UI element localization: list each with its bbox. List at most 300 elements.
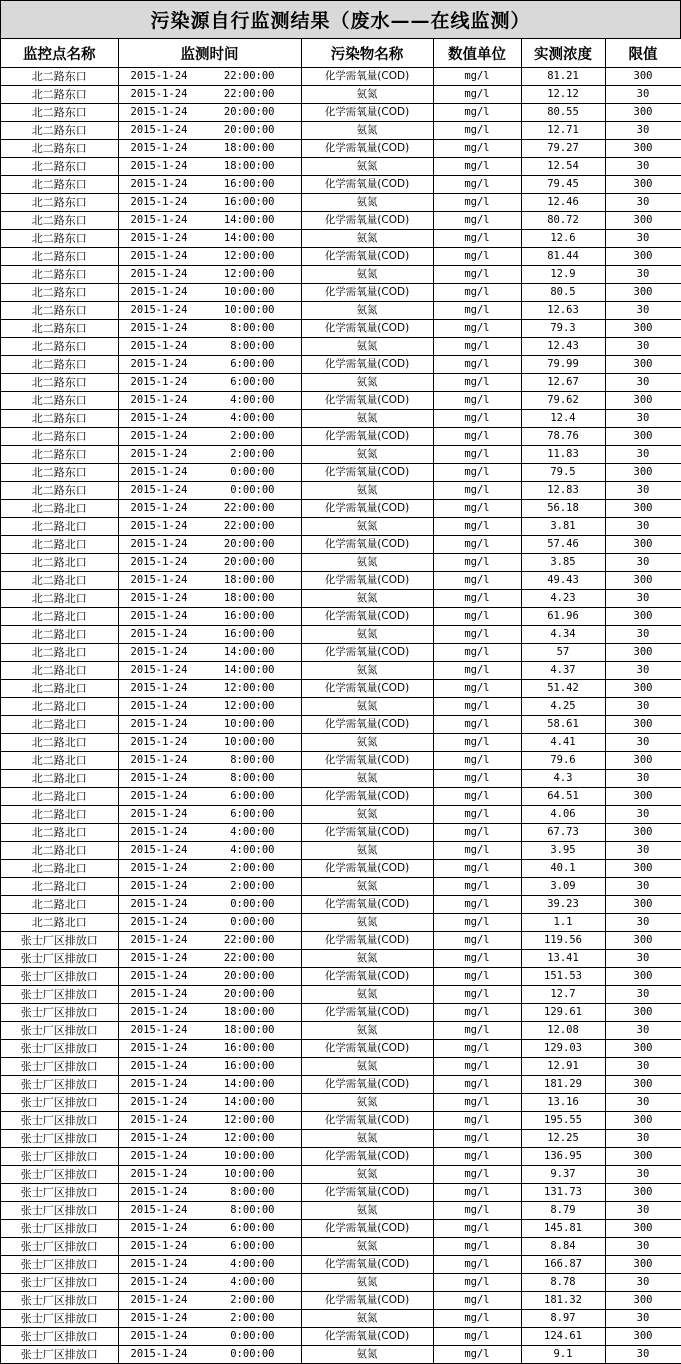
cell-limit[interactable]: 300: [605, 824, 681, 842]
cell-time[interactable]: [118, 572, 301, 590]
cell-time[interactable]: [118, 914, 301, 932]
cell-pollutant[interactable]: 化学需氧量(COD): [301, 1256, 433, 1274]
cell-limit[interactable]: 300: [605, 1076, 681, 1094]
cell-concentration[interactable]: 8.78: [521, 1274, 605, 1292]
cell-concentration[interactable]: 67.73: [521, 824, 605, 842]
cell-pollutant[interactable]: 氨氮: [301, 1238, 433, 1256]
header-unit[interactable]: 数值单位: [433, 39, 521, 68]
cell-pollutant[interactable]: 氨氮: [301, 1346, 433, 1364]
cell-unit[interactable]: mg/l: [433, 86, 521, 104]
cell-time[interactable]: [118, 86, 301, 104]
cell-concentration[interactable]: 12.83: [521, 482, 605, 500]
cell-concentration[interactable]: 12.46: [521, 194, 605, 212]
cell-site[interactable]: 张士厂区排放口: [1, 1238, 118, 1256]
cell-pollutant[interactable]: 氨氮: [301, 1274, 433, 1292]
cell-concentration[interactable]: 8.79: [521, 1202, 605, 1220]
cell-concentration[interactable]: 49.43: [521, 572, 605, 590]
cell-pollutant[interactable]: 氨氮: [301, 518, 433, 536]
cell-unit[interactable]: mg/l: [433, 770, 521, 788]
cell-site[interactable]: 张士厂区排放口: [1, 986, 118, 1004]
cell-site[interactable]: 北二路北口: [1, 518, 118, 536]
cell-limit[interactable]: 300: [605, 1184, 681, 1202]
cell-limit[interactable]: 300: [605, 104, 681, 122]
cell-site[interactable]: 北二路北口: [1, 896, 118, 914]
cell-pollutant[interactable]: 氨氮: [301, 1022, 433, 1040]
cell-unit[interactable]: mg/l: [433, 644, 521, 662]
cell-site[interactable]: 北二路东口: [1, 446, 118, 464]
cell-unit[interactable]: mg/l: [433, 1184, 521, 1202]
cell-concentration[interactable]: 13.16: [521, 1094, 605, 1112]
cell-unit[interactable]: mg/l: [433, 230, 521, 248]
cell-concentration[interactable]: 58.61: [521, 716, 605, 734]
cell-unit[interactable]: mg/l: [433, 176, 521, 194]
cell-time[interactable]: [118, 1202, 301, 1220]
cell-limit[interactable]: 30: [605, 122, 681, 140]
cell-limit[interactable]: 300: [605, 1112, 681, 1130]
cell-limit[interactable]: 300: [605, 644, 681, 662]
cell-unit[interactable]: mg/l: [433, 410, 521, 428]
cell-time[interactable]: [118, 428, 301, 446]
cell-limit[interactable]: 300: [605, 464, 681, 482]
cell-concentration[interactable]: 79.5: [521, 464, 605, 482]
cell-pollutant[interactable]: 化学需氧量(COD): [301, 1076, 433, 1094]
cell-time[interactable]: [118, 950, 301, 968]
cell-concentration[interactable]: 4.34: [521, 626, 605, 644]
cell-pollutant[interactable]: 化学需氧量(COD): [301, 824, 433, 842]
cell-pollutant[interactable]: 化学需氧量(COD): [301, 1292, 433, 1310]
cell-site[interactable]: 北二路北口: [1, 878, 118, 896]
cell-limit[interactable]: 300: [605, 248, 681, 266]
cell-site[interactable]: 张士厂区排放口: [1, 1292, 118, 1310]
cell-site[interactable]: 张士厂区排放口: [1, 1022, 118, 1040]
cell-concentration[interactable]: 4.3: [521, 770, 605, 788]
header-concentration[interactable]: 实测浓度: [521, 39, 605, 68]
cell-unit[interactable]: mg/l: [433, 950, 521, 968]
cell-limit[interactable]: 300: [605, 176, 681, 194]
cell-pollutant[interactable]: 化学需氧量(COD): [301, 1184, 433, 1202]
cell-pollutant[interactable]: 化学需氧量(COD): [301, 968, 433, 986]
cell-pollutant[interactable]: 氨氮: [301, 1310, 433, 1328]
cell-site[interactable]: 北二路北口: [1, 824, 118, 842]
cell-concentration[interactable]: 80.5: [521, 284, 605, 302]
cell-pollutant[interactable]: 化学需氧量(COD): [301, 860, 433, 878]
cell-site[interactable]: 张士厂区排放口: [1, 1346, 118, 1364]
cell-limit[interactable]: 300: [605, 140, 681, 158]
cell-unit[interactable]: mg/l: [433, 1220, 521, 1238]
cell-site[interactable]: 张士厂区排放口: [1, 1148, 118, 1166]
cell-site[interactable]: 北二路东口: [1, 266, 118, 284]
cell-pollutant[interactable]: 化学需氧量(COD): [301, 1148, 433, 1166]
cell-unit[interactable]: mg/l: [433, 914, 521, 932]
cell-limit[interactable]: 300: [605, 1040, 681, 1058]
cell-limit[interactable]: 300: [605, 500, 681, 518]
cell-limit[interactable]: 30: [605, 662, 681, 680]
cell-pollutant[interactable]: 氨氮: [301, 878, 433, 896]
cell-limit[interactable]: 30: [605, 1202, 681, 1220]
cell-time[interactable]: [118, 122, 301, 140]
cell-unit[interactable]: mg/l: [433, 140, 521, 158]
cell-time[interactable]: [118, 626, 301, 644]
cell-site[interactable]: 北二路东口: [1, 410, 118, 428]
cell-pollutant[interactable]: 化学需氧量(COD): [301, 140, 433, 158]
cell-limit[interactable]: 30: [605, 734, 681, 752]
cell-time[interactable]: [118, 284, 301, 302]
cell-limit[interactable]: 30: [605, 338, 681, 356]
cell-pollutant[interactable]: 化学需氧量(COD): [301, 716, 433, 734]
cell-limit[interactable]: 300: [605, 320, 681, 338]
cell-concentration[interactable]: 79.45: [521, 176, 605, 194]
cell-limit[interactable]: 30: [605, 302, 681, 320]
cell-site[interactable]: 北二路北口: [1, 536, 118, 554]
cell-concentration[interactable]: 12.9: [521, 266, 605, 284]
cell-concentration[interactable]: 56.18: [521, 500, 605, 518]
cell-limit[interactable]: 300: [605, 428, 681, 446]
cell-unit[interactable]: mg/l: [433, 626, 521, 644]
cell-unit[interactable]: mg/l: [433, 194, 521, 212]
cell-unit[interactable]: mg/l: [433, 158, 521, 176]
cell-unit[interactable]: mg/l: [433, 716, 521, 734]
cell-time[interactable]: [118, 752, 301, 770]
cell-unit[interactable]: mg/l: [433, 734, 521, 752]
cell-concentration[interactable]: 79.99: [521, 356, 605, 374]
cell-unit[interactable]: mg/l: [433, 1022, 521, 1040]
cell-time[interactable]: [118, 1076, 301, 1094]
cell-time[interactable]: [118, 1058, 301, 1076]
cell-concentration[interactable]: 12.08: [521, 1022, 605, 1040]
cell-site[interactable]: 北二路北口: [1, 698, 118, 716]
cell-concentration[interactable]: 12.63: [521, 302, 605, 320]
cell-concentration[interactable]: 131.73: [521, 1184, 605, 1202]
cell-limit[interactable]: 30: [605, 770, 681, 788]
cell-time[interactable]: [118, 266, 301, 284]
cell-time[interactable]: [118, 698, 301, 716]
cell-concentration[interactable]: 3.81: [521, 518, 605, 536]
cell-time[interactable]: [118, 878, 301, 896]
cell-pollutant[interactable]: 氨氮: [301, 806, 433, 824]
cell-limit[interactable]: 30: [605, 1346, 681, 1364]
cell-concentration[interactable]: 4.06: [521, 806, 605, 824]
cell-site[interactable]: 北二路东口: [1, 320, 118, 338]
cell-time[interactable]: [118, 986, 301, 1004]
cell-site[interactable]: 北二路北口: [1, 662, 118, 680]
cell-unit[interactable]: mg/l: [433, 842, 521, 860]
cell-pollutant[interactable]: 氨氮: [301, 1058, 433, 1076]
cell-site[interactable]: 张士厂区排放口: [1, 1184, 118, 1202]
cell-site[interactable]: 张士厂区排放口: [1, 1328, 118, 1346]
cell-site[interactable]: 北二路东口: [1, 230, 118, 248]
header-time[interactable]: 监测时间: [118, 39, 301, 68]
cell-time[interactable]: [118, 1292, 301, 1310]
cell-concentration[interactable]: 12.54: [521, 158, 605, 176]
cell-site[interactable]: 北二路东口: [1, 104, 118, 122]
cell-time[interactable]: [118, 104, 301, 122]
cell-site[interactable]: 张士厂区排放口: [1, 1310, 118, 1328]
cell-time[interactable]: [118, 1310, 301, 1328]
cell-site[interactable]: 北二路北口: [1, 734, 118, 752]
cell-concentration[interactable]: 3.85: [521, 554, 605, 572]
cell-pollutant[interactable]: 氨氮: [301, 1130, 433, 1148]
cell-site[interactable]: 北二路东口: [1, 482, 118, 500]
cell-limit[interactable]: 30: [605, 158, 681, 176]
cell-site[interactable]: 北二路北口: [1, 554, 118, 572]
cell-pollutant[interactable]: 氨氮: [301, 338, 433, 356]
cell-limit[interactable]: 300: [605, 356, 681, 374]
cell-unit[interactable]: mg/l: [433, 536, 521, 554]
cell-pollutant[interactable]: 化学需氧量(COD): [301, 500, 433, 518]
cell-pollutant[interactable]: 化学需氧量(COD): [301, 536, 433, 554]
cell-pollutant[interactable]: 化学需氧量(COD): [301, 1220, 433, 1238]
cell-site[interactable]: 北二路北口: [1, 752, 118, 770]
cell-pollutant[interactable]: 化学需氧量(COD): [301, 464, 433, 482]
cell-pollutant[interactable]: 化学需氧量(COD): [301, 320, 433, 338]
header-pollutant[interactable]: 污染物名称: [301, 39, 433, 68]
cell-time[interactable]: [118, 320, 301, 338]
cell-limit[interactable]: 30: [605, 1022, 681, 1040]
cell-concentration[interactable]: 3.09: [521, 878, 605, 896]
cell-unit[interactable]: mg/l: [433, 1238, 521, 1256]
cell-concentration[interactable]: 13.41: [521, 950, 605, 968]
cell-time[interactable]: [118, 536, 301, 554]
cell-time[interactable]: [118, 968, 301, 986]
cell-limit[interactable]: 30: [605, 410, 681, 428]
cell-time[interactable]: [118, 1148, 301, 1166]
cell-site[interactable]: 北二路东口: [1, 302, 118, 320]
cell-concentration[interactable]: 11.83: [521, 446, 605, 464]
cell-time[interactable]: [118, 230, 301, 248]
cell-unit[interactable]: mg/l: [433, 1130, 521, 1148]
cell-time[interactable]: [118, 1346, 301, 1364]
cell-limit[interactable]: 300: [605, 968, 681, 986]
cell-concentration[interactable]: 81.21: [521, 68, 605, 86]
cell-pollutant[interactable]: 氨氮: [301, 1166, 433, 1184]
cell-time[interactable]: [118, 212, 301, 230]
cell-concentration[interactable]: 4.41: [521, 734, 605, 752]
cell-limit[interactable]: 300: [605, 608, 681, 626]
cell-site[interactable]: 北二路东口: [1, 194, 118, 212]
cell-limit[interactable]: 30: [605, 266, 681, 284]
cell-site[interactable]: 张士厂区排放口: [1, 1166, 118, 1184]
cell-unit[interactable]: mg/l: [433, 1202, 521, 1220]
cell-time[interactable]: [118, 1256, 301, 1274]
cell-concentration[interactable]: 1.1: [521, 914, 605, 932]
cell-limit[interactable]: 30: [605, 1310, 681, 1328]
cell-pollutant[interactable]: 氨氮: [301, 194, 433, 212]
cell-limit[interactable]: 300: [605, 392, 681, 410]
cell-pollutant[interactable]: 化学需氧量(COD): [301, 1328, 433, 1346]
cell-site[interactable]: 北二路北口: [1, 842, 118, 860]
cell-site[interactable]: 北二路东口: [1, 68, 118, 86]
cell-pollutant[interactable]: 化学需氧量(COD): [301, 788, 433, 806]
cell-unit[interactable]: mg/l: [433, 1166, 521, 1184]
cell-time[interactable]: [118, 716, 301, 734]
cell-time[interactable]: [118, 158, 301, 176]
cell-pollutant[interactable]: 化学需氧量(COD): [301, 644, 433, 662]
cell-time[interactable]: [118, 1184, 301, 1202]
cell-site[interactable]: 张士厂区排放口: [1, 1004, 118, 1022]
cell-site[interactable]: 张士厂区排放口: [1, 950, 118, 968]
cell-limit[interactable]: 300: [605, 1256, 681, 1274]
cell-unit[interactable]: mg/l: [433, 1346, 521, 1364]
cell-unit[interactable]: mg/l: [433, 590, 521, 608]
cell-time[interactable]: [118, 1220, 301, 1238]
cell-limit[interactable]: 30: [605, 914, 681, 932]
cell-site[interactable]: 北二路北口: [1, 788, 118, 806]
cell-time[interactable]: [118, 1022, 301, 1040]
cell-unit[interactable]: mg/l: [433, 1094, 521, 1112]
cell-unit[interactable]: mg/l: [433, 554, 521, 572]
cell-concentration[interactable]: 81.44: [521, 248, 605, 266]
cell-pollutant[interactable]: 氨氮: [301, 698, 433, 716]
cell-concentration[interactable]: 78.76: [521, 428, 605, 446]
cell-limit[interactable]: 300: [605, 752, 681, 770]
cell-pollutant[interactable]: 氨氮: [301, 950, 433, 968]
cell-time[interactable]: [118, 680, 301, 698]
cell-concentration[interactable]: 8.97: [521, 1310, 605, 1328]
cell-pollutant[interactable]: 化学需氧量(COD): [301, 176, 433, 194]
cell-concentration[interactable]: 79.3: [521, 320, 605, 338]
cell-site[interactable]: 北二路东口: [1, 374, 118, 392]
cell-pollutant[interactable]: 化学需氧量(COD): [301, 104, 433, 122]
cell-limit[interactable]: 30: [605, 194, 681, 212]
cell-unit[interactable]: mg/l: [433, 878, 521, 896]
cell-pollutant[interactable]: 氨氮: [301, 266, 433, 284]
cell-time[interactable]: [118, 608, 301, 626]
cell-limit[interactable]: 30: [605, 446, 681, 464]
cell-limit[interactable]: 30: [605, 1238, 681, 1256]
cell-unit[interactable]: mg/l: [433, 428, 521, 446]
cell-site[interactable]: 北二路北口: [1, 680, 118, 698]
cell-limit[interactable]: 300: [605, 1292, 681, 1310]
cell-unit[interactable]: mg/l: [433, 518, 521, 536]
cell-time[interactable]: [118, 1094, 301, 1112]
cell-unit[interactable]: mg/l: [433, 212, 521, 230]
cell-pollutant[interactable]: 氨氮: [301, 734, 433, 752]
cell-unit[interactable]: mg/l: [433, 1004, 521, 1022]
cell-concentration[interactable]: 12.91: [521, 1058, 605, 1076]
cell-unit[interactable]: mg/l: [433, 698, 521, 716]
cell-pollutant[interactable]: 氨氮: [301, 662, 433, 680]
cell-unit[interactable]: mg/l: [433, 1256, 521, 1274]
cell-time[interactable]: [118, 518, 301, 536]
cell-concentration[interactable]: 80.55: [521, 104, 605, 122]
cell-concentration[interactable]: 4.37: [521, 662, 605, 680]
cell-unit[interactable]: mg/l: [433, 338, 521, 356]
cell-limit[interactable]: 30: [605, 986, 681, 1004]
cell-pollutant[interactable]: 化学需氧量(COD): [301, 1112, 433, 1130]
cell-pollutant[interactable]: 化学需氧量(COD): [301, 284, 433, 302]
cell-pollutant[interactable]: 氨氮: [301, 230, 433, 248]
cell-unit[interactable]: mg/l: [433, 968, 521, 986]
cell-limit[interactable]: 300: [605, 1328, 681, 1346]
cell-concentration[interactable]: 9.37: [521, 1166, 605, 1184]
cell-limit[interactable]: 300: [605, 1220, 681, 1238]
cell-pollutant[interactable]: 氨氮: [301, 302, 433, 320]
cell-concentration[interactable]: 195.55: [521, 1112, 605, 1130]
cell-time[interactable]: [118, 644, 301, 662]
cell-concentration[interactable]: 166.87: [521, 1256, 605, 1274]
cell-site[interactable]: 北二路北口: [1, 860, 118, 878]
cell-time[interactable]: [118, 932, 301, 950]
cell-limit[interactable]: 30: [605, 1058, 681, 1076]
cell-concentration[interactable]: 12.7: [521, 986, 605, 1004]
cell-limit[interactable]: 30: [605, 626, 681, 644]
cell-unit[interactable]: mg/l: [433, 1328, 521, 1346]
cell-site[interactable]: 北二路北口: [1, 770, 118, 788]
cell-unit[interactable]: mg/l: [433, 266, 521, 284]
cell-pollutant[interactable]: 氨氮: [301, 158, 433, 176]
cell-limit[interactable]: 30: [605, 806, 681, 824]
cell-pollutant[interactable]: 氨氮: [301, 482, 433, 500]
cell-concentration[interactable]: 57: [521, 644, 605, 662]
cell-unit[interactable]: mg/l: [433, 1112, 521, 1130]
cell-pollutant[interactable]: 氨氮: [301, 626, 433, 644]
cell-time[interactable]: [118, 68, 301, 86]
cell-pollutant[interactable]: 化学需氧量(COD): [301, 896, 433, 914]
cell-pollutant[interactable]: 化学需氧量(COD): [301, 680, 433, 698]
cell-limit[interactable]: 30: [605, 842, 681, 860]
cell-concentration[interactable]: 124.61: [521, 1328, 605, 1346]
cell-pollutant[interactable]: 氨氮: [301, 86, 433, 104]
cell-unit[interactable]: mg/l: [433, 374, 521, 392]
cell-time[interactable]: [118, 1130, 301, 1148]
cell-concentration[interactable]: 8.84: [521, 1238, 605, 1256]
cell-unit[interactable]: mg/l: [433, 1310, 521, 1328]
cell-concentration[interactable]: 9.1: [521, 1346, 605, 1364]
cell-unit[interactable]: mg/l: [433, 608, 521, 626]
cell-unit[interactable]: mg/l: [433, 482, 521, 500]
cell-site[interactable]: 北二路北口: [1, 644, 118, 662]
cell-unit[interactable]: mg/l: [433, 572, 521, 590]
cell-unit[interactable]: mg/l: [433, 104, 521, 122]
cell-concentration[interactable]: 12.43: [521, 338, 605, 356]
cell-unit[interactable]: mg/l: [433, 248, 521, 266]
cell-unit[interactable]: mg/l: [433, 68, 521, 86]
cell-site[interactable]: 张士厂区排放口: [1, 1202, 118, 1220]
cell-time[interactable]: [118, 1166, 301, 1184]
cell-site[interactable]: 北二路北口: [1, 806, 118, 824]
cell-site[interactable]: 北二路东口: [1, 158, 118, 176]
cell-site[interactable]: 北二路北口: [1, 608, 118, 626]
cell-unit[interactable]: mg/l: [433, 392, 521, 410]
cell-pollutant[interactable]: 化学需氧量(COD): [301, 392, 433, 410]
cell-limit[interactable]: 300: [605, 932, 681, 950]
cell-site[interactable]: 北二路北口: [1, 716, 118, 734]
cell-limit[interactable]: 30: [605, 1130, 681, 1148]
cell-pollutant[interactable]: 氨氮: [301, 1202, 433, 1220]
cell-concentration[interactable]: 181.32: [521, 1292, 605, 1310]
cell-pollutant[interactable]: 氨氮: [301, 842, 433, 860]
cell-site[interactable]: 张士厂区排放口: [1, 1220, 118, 1238]
cell-time[interactable]: [118, 482, 301, 500]
cell-unit[interactable]: mg/l: [433, 896, 521, 914]
cell-site[interactable]: 张士厂区排放口: [1, 1040, 118, 1058]
cell-pollutant[interactable]: 化学需氧量(COD): [301, 608, 433, 626]
cell-time[interactable]: [118, 338, 301, 356]
cell-concentration[interactable]: 12.67: [521, 374, 605, 392]
cell-concentration[interactable]: 79.62: [521, 392, 605, 410]
cell-time[interactable]: [118, 392, 301, 410]
cell-time[interactable]: [118, 194, 301, 212]
cell-unit[interactable]: mg/l: [433, 662, 521, 680]
cell-unit[interactable]: mg/l: [433, 284, 521, 302]
cell-limit[interactable]: 300: [605, 284, 681, 302]
cell-time[interactable]: [118, 1040, 301, 1058]
cell-time[interactable]: [118, 662, 301, 680]
cell-site[interactable]: 北二路东口: [1, 356, 118, 374]
cell-site[interactable]: 北二路东口: [1, 86, 118, 104]
cell-unit[interactable]: mg/l: [433, 446, 521, 464]
cell-time[interactable]: [118, 500, 301, 518]
